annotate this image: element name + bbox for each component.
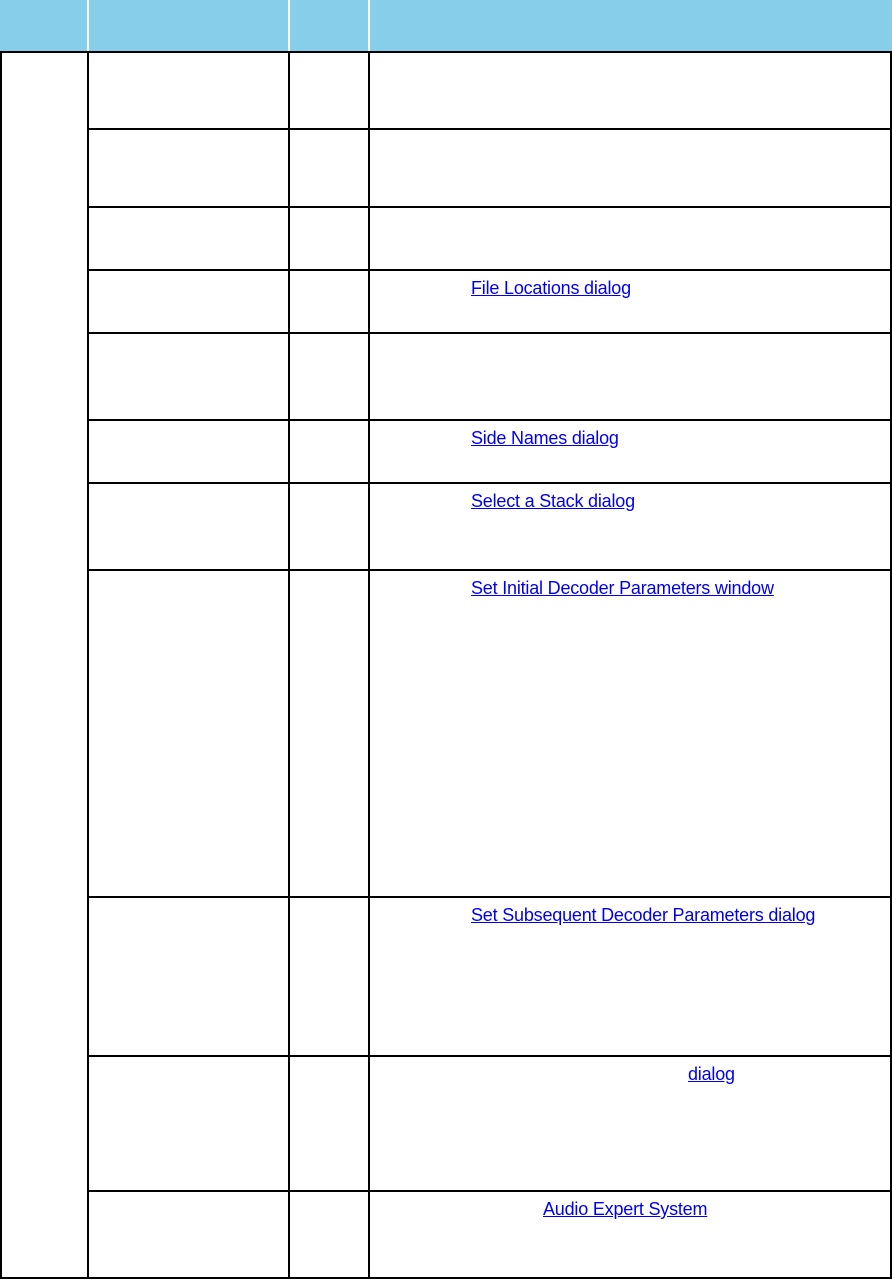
table-border-left <box>0 51 2 1279</box>
column-divider-1 <box>87 51 89 1279</box>
audio-expert-system-link[interactable]: Audio Expert System <box>543 1199 708 1219</box>
row-divider <box>87 1055 892 1057</box>
row-divider <box>87 269 892 271</box>
set-subsequent-decoder-parameters-dialog-link[interactable]: Set Subsequent Decoder Parameters dialog <box>471 905 816 925</box>
row-divider <box>87 482 892 484</box>
row-divider <box>87 332 892 334</box>
header-divider <box>87 0 89 51</box>
column-divider-3 <box>368 51 370 1279</box>
header-divider <box>288 0 290 51</box>
row-divider <box>87 569 892 571</box>
file-locations-dialog-link[interactable]: File Locations dialog <box>471 278 631 298</box>
side-names-dialog-link[interactable]: Side Names dialog <box>471 428 619 448</box>
row-divider <box>87 1190 892 1192</box>
row-divider <box>87 206 892 208</box>
table-header-row <box>0 0 892 51</box>
row-divider <box>87 419 892 421</box>
row-divider <box>87 128 892 130</box>
column-divider-2 <box>288 51 290 1279</box>
table-border-bottom <box>0 1277 892 1279</box>
set-initial-decoder-parameters-window-link[interactable]: Set Initial Decoder Parameters window <box>471 578 774 598</box>
row-divider <box>87 896 892 898</box>
dialog-link[interactable]: dialog <box>688 1064 735 1084</box>
select-a-stack-dialog-link[interactable]: Select a Stack dialog <box>471 491 635 511</box>
table-border-top <box>0 51 892 53</box>
header-divider <box>368 0 370 51</box>
